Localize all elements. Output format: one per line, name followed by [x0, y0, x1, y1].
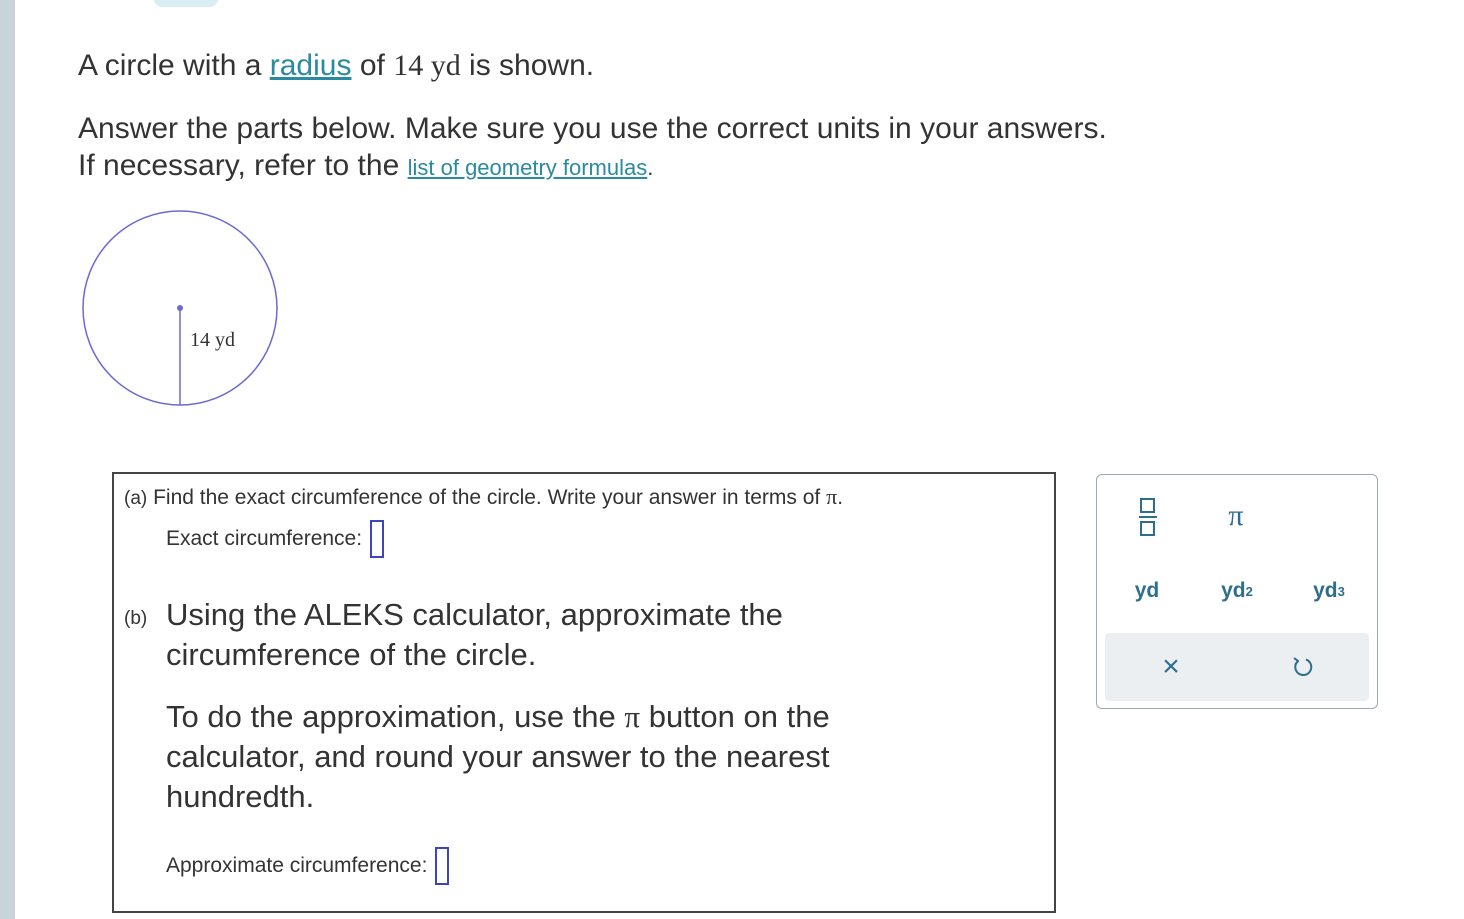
radius-label: 14 yd: [190, 329, 235, 351]
radius-link[interactable]: radius: [269, 49, 352, 82]
radius-value: 14 yd: [393, 49, 461, 82]
unit-yd-button[interactable]: yd: [1134, 579, 1160, 602]
intro-after-text: is shown.: [469, 49, 595, 82]
geometry-formulas-link[interactable]: list of geometry formulas: [407, 155, 648, 180]
instr-before-text: To do the approximation, use the: [166, 699, 616, 734]
intro-text: A circle with a: [78, 49, 262, 82]
part-b-line-2: circumference of the circle.: [166, 637, 537, 672]
part-a-period: .: [837, 486, 844, 509]
intro-of-text: of: [359, 49, 385, 82]
approximate-circumference-row: [166, 847, 449, 885]
center-point: [177, 305, 183, 311]
instruction-period: .: [647, 155, 654, 180]
keypad-footer: [1105, 633, 1369, 701]
part-b-instr-line-3: hundredth.: [166, 779, 315, 814]
exact-circumference-row: [166, 520, 384, 558]
part-b-question: [166, 595, 926, 675]
left-rail: [0, 0, 15, 919]
question-box: [112, 472, 1056, 913]
problem-intro: [78, 49, 594, 83]
unit-yd3-exponent: 3: [1337, 583, 1345, 599]
unit-yd2-button[interactable]: [1211, 571, 1263, 611]
exact-circumference-label: Exact circumference:: [166, 527, 363, 550]
undo-button[interactable]: [1283, 647, 1323, 687]
part-a-question: [124, 484, 843, 510]
unit-yd2-base: yd: [1221, 579, 1246, 602]
pi-button[interactable]: π: [1228, 499, 1244, 532]
undo-icon: [1291, 655, 1315, 679]
approximate-circumference-label: Approximate circumference:: [166, 854, 428, 877]
part-a-text: Find the exact circumference of the circle. Write your answer in terms of: [153, 486, 821, 509]
exact-circumference-input[interactable]: [370, 520, 384, 558]
close-icon: ×: [1162, 650, 1180, 683]
fraction-button[interactable]: [1131, 493, 1165, 541]
part-b-line-1: Using the ALEKS calculator, approximate the: [166, 597, 783, 632]
instruction-line-2: [78, 149, 653, 183]
unit-yd3-button[interactable]: [1303, 571, 1355, 611]
top-tab[interactable]: [154, 0, 218, 7]
instr-after-text: button on the: [648, 699, 830, 734]
part-b-tag: (b): [124, 608, 148, 629]
approximate-circumference-input[interactable]: [435, 847, 449, 885]
part-b-instructions: [166, 697, 966, 817]
instruction-line-1: Answer the parts below. Make sure you use the correct units in your answers.: [78, 112, 1107, 145]
circle-figure: [76, 205, 282, 411]
part-b-instr-line-2: calculator, and round your answer to the nearest: [166, 739, 830, 774]
fraction-icon: [1138, 497, 1158, 537]
pi-symbol: π: [624, 699, 641, 734]
part-a-tag: (a): [124, 488, 148, 509]
clear-button[interactable]: [1151, 647, 1191, 687]
pi-symbol: π: [826, 484, 838, 509]
unit-yd2-exponent: 2: [1245, 583, 1253, 599]
instruction-text: If necessary, refer to the: [78, 149, 400, 182]
part-b-instr-line-1: [166, 697, 966, 737]
math-keypad: [1096, 474, 1378, 709]
unit-yd3-base: yd: [1313, 579, 1338, 602]
